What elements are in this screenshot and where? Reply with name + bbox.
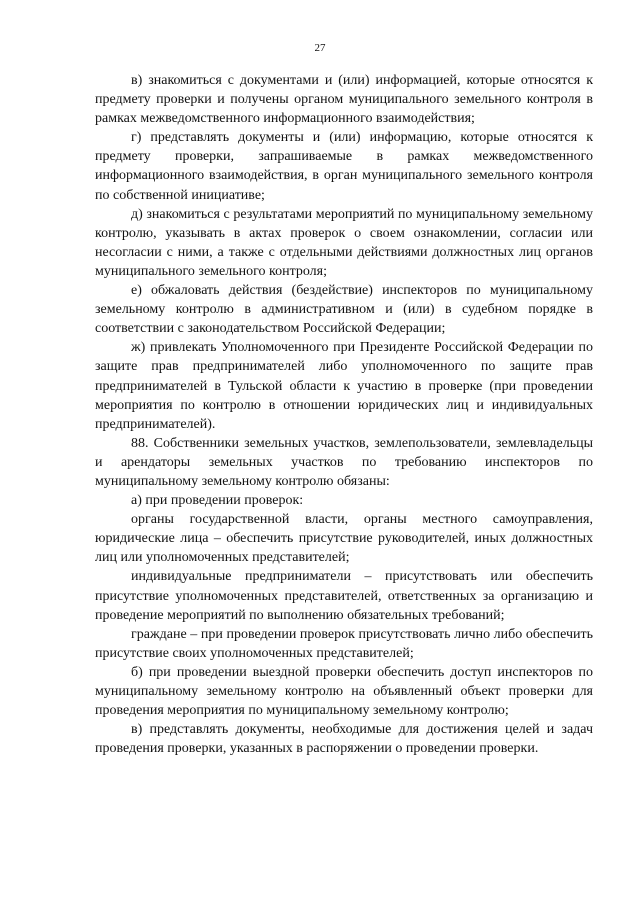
paragraph-authorities-legal-entities: органы государственной власти, органы местного самоуправления, юридические лица – обеспечить присутствие руководителей, иных должностных лиц или уполномоченных представителей;: [95, 512, 593, 566]
paragraph-v-submit-documents: в) представлять документы, необходимые для достижения целей и задач проведения проверки, указанных в распоряжении о проведении проверки.: [95, 722, 593, 757]
paragraph-a-during-inspections: а) при проведении проверок:: [131, 493, 304, 509]
paragraph-e-appeal-actions: е) обжаловать действия (бездействие) инспекторов по муниципальному земельному контролю в административном и (или) в судебном порядке в соответствии с законодательством Российской Федерации;: [95, 283, 593, 337]
paragraph-v-familiarize-documents: в) знакомиться с документами и (или) информацией, которые относятся к предмету проверки и получены органом муниципального земельного контроля в рамках межведомственного информационного взаимодействия;: [95, 73, 593, 127]
paragraph-zh-involve-ombudsman: ж) привлекать Уполномоченного при Президенте Российской Федерации по защите прав предпринимателей либо уполномоченного по защите прав предпринимателей в Тульской области к участию в проверке (при проведении мероприятия по контролю в отношении юридических лиц и индивидуальных предпринимателей).: [95, 340, 593, 432]
paragraph-g-submit-documents: г) представлять документы и (или) информацию, которые относятся к предмету проверки, запрашиваемые в рамках межведомственного информационного взаимодействия, в орган муниципального земельного контроля по собственной инициативе;: [95, 130, 593, 203]
page-number: 27: [314, 42, 326, 54]
document-body: [95, 71, 593, 758]
paragraph-d-familiarize-results: д) знакомиться с результатами мероприятий по муниципальному земельному контролю, указывать в актах проверок о своем ознакомлении, согласии или несогласии с ними, а также с отдельными действиями должностных лиц органов муниципального земельного контроля;: [95, 206, 593, 279]
paragraph-individual-entrepreneurs: индивидуальные предприниматели – присутствовать или обеспечить присутствие уполномоченных представителей, ответственных за организацию и проведение мероприятий по выполнению обязательных требований;: [95, 569, 593, 623]
paragraph-b-provide-access: б) при проведении выездной проверки обеспечить доступ инспекторов по муниципальному земельному контролю на объявленный объект проверки для проведения мероприятия по муниципальному земельному контролю;: [95, 664, 593, 719]
paragraph-88-obligations: 88. Собственники земельных участков, землепользователи, землевладельцы и арендаторы земельных участков по требованию инспекторов по муниципальному земельному контролю обязаны:: [95, 435, 593, 489]
paragraph-citizens: граждане – при проведении проверок присутствовать лично либо обеспечить присутствие своих уполномоченных представителей;: [95, 626, 593, 661]
